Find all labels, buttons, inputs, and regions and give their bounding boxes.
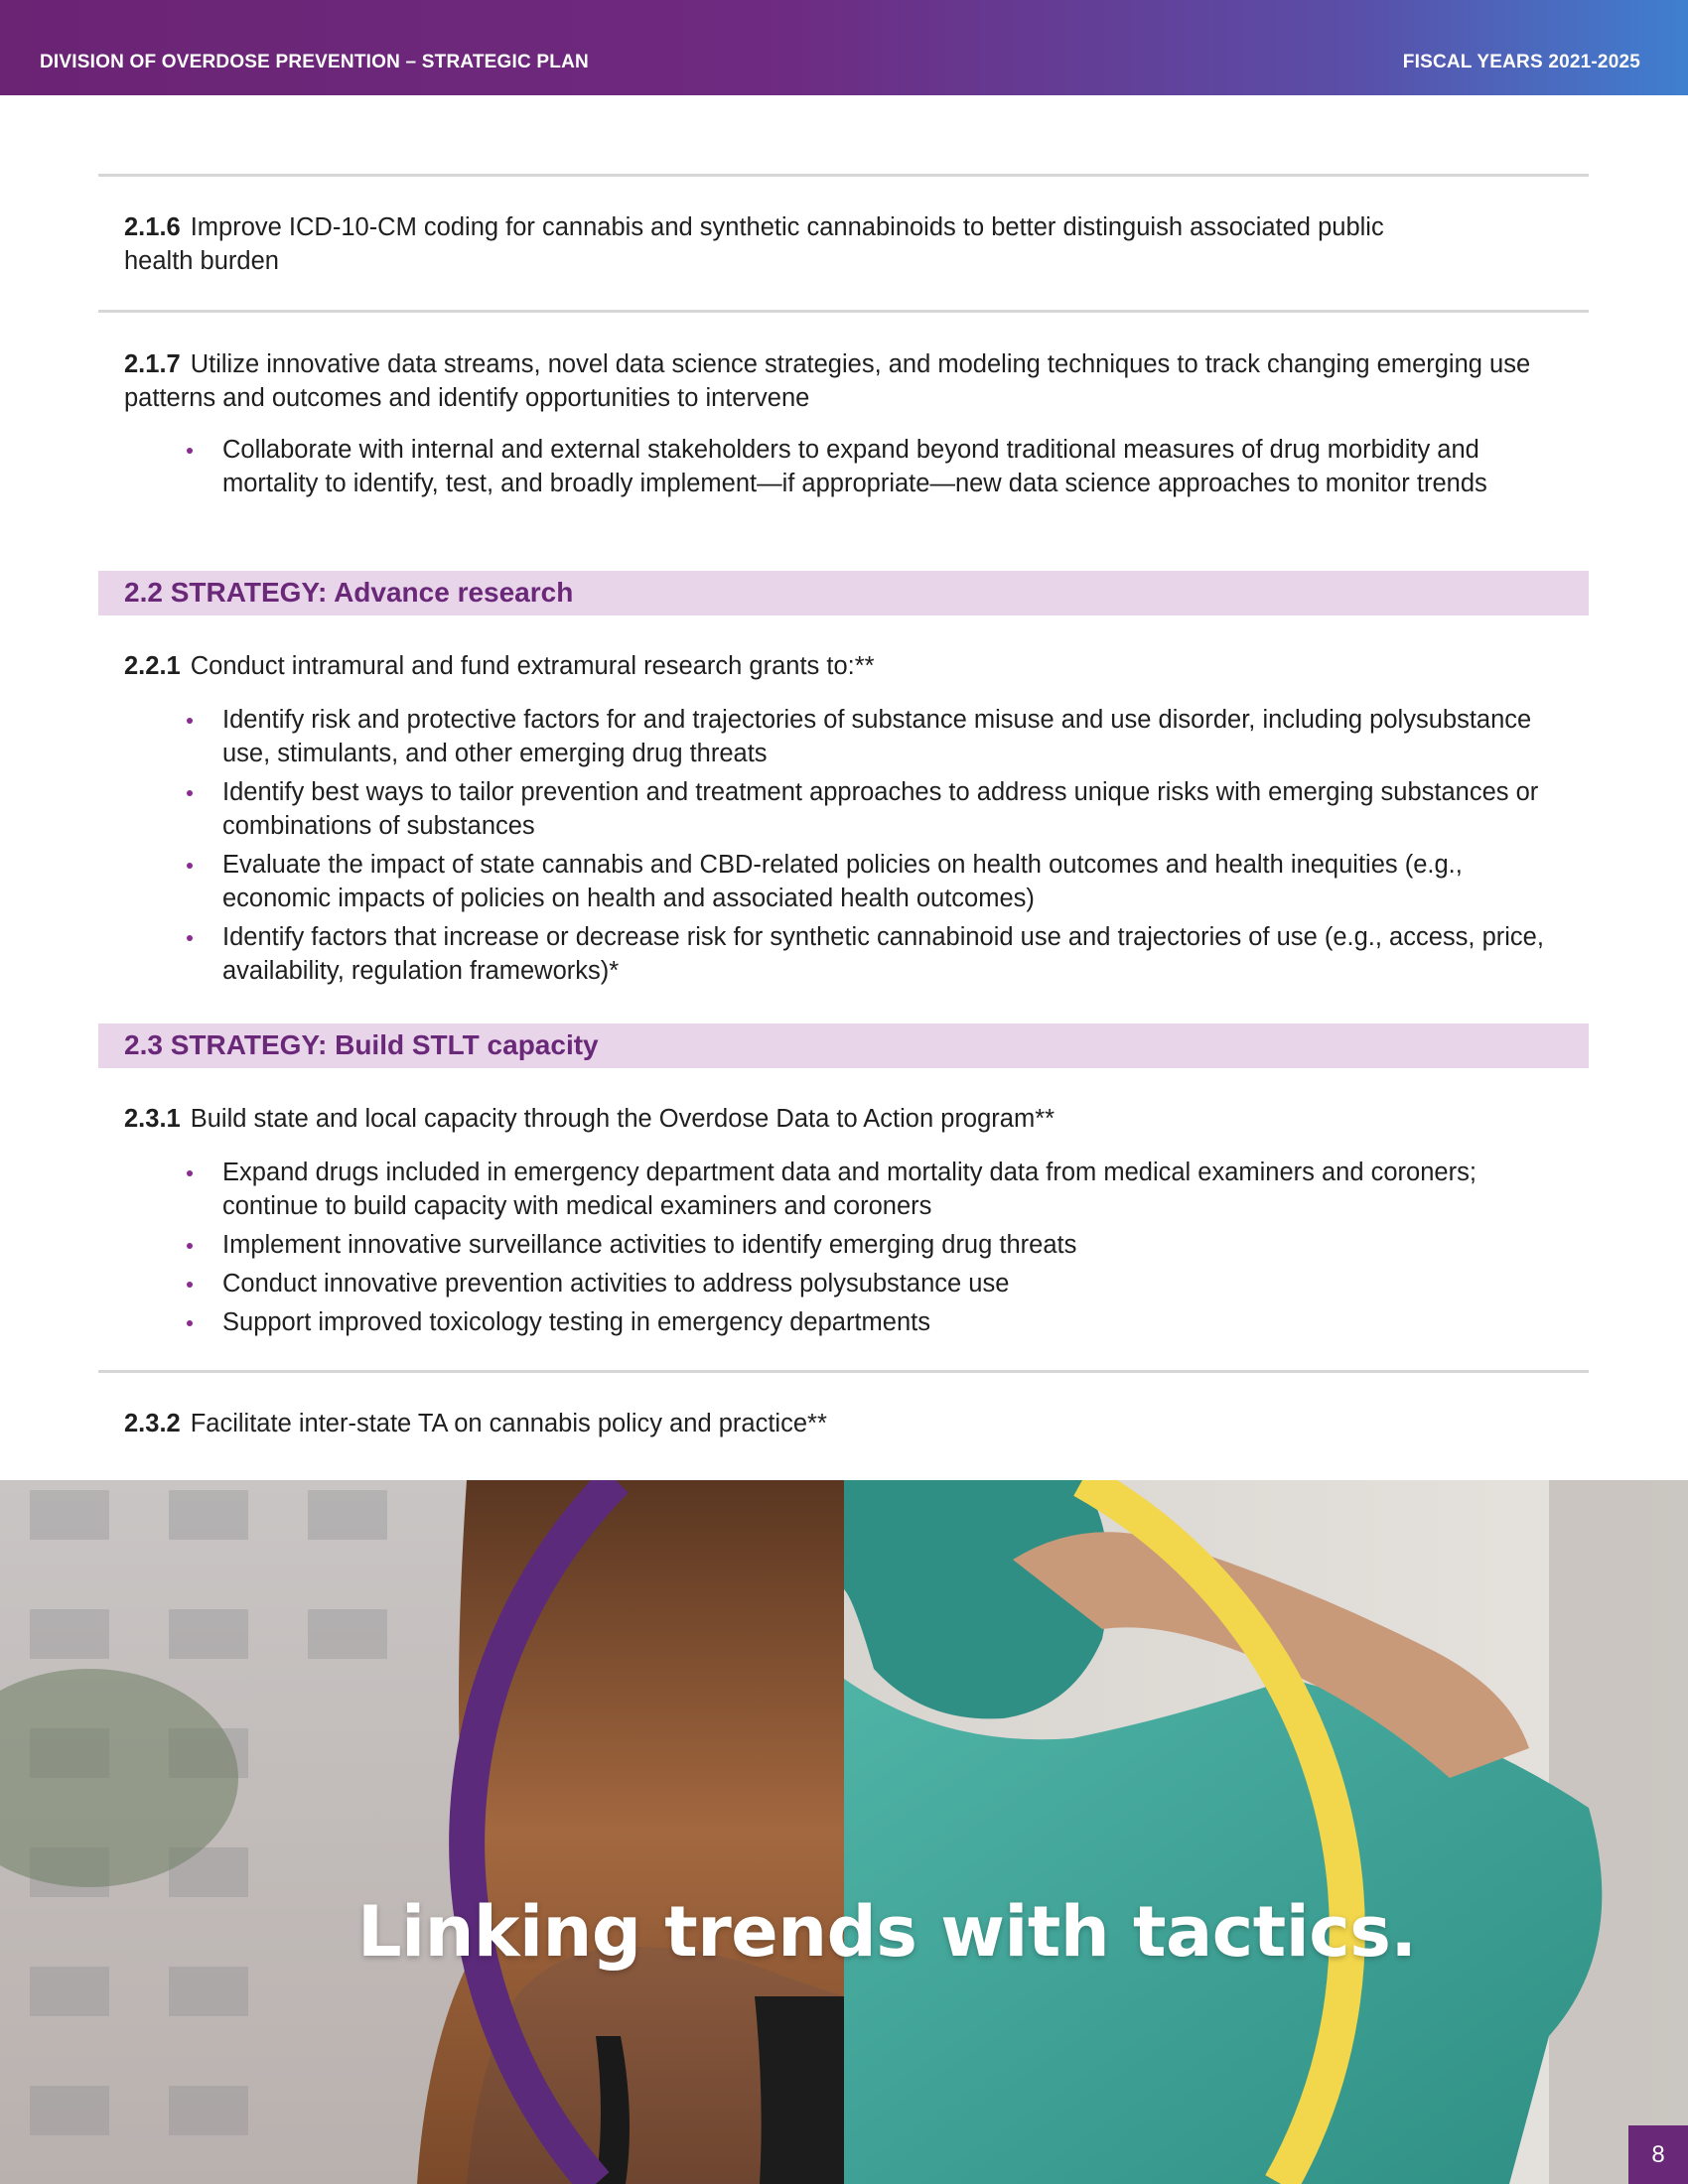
photo-banner [0, 1480, 1688, 2184]
item-2-2-1 [124, 649, 1574, 683]
page-header [0, 0, 1688, 95]
item-number: 2.3.1 [124, 1105, 181, 1133]
item-number: 2.3.2 [124, 1410, 181, 1437]
strategy-band-2-2 [98, 571, 1589, 615]
bullet-list-2-1-7 [187, 433, 1527, 505]
list-item: Identify factors that increase or decrease risk for synthetic cannabinoid use and trajectories of use (e.g., access, price, availability, regulation frameworks)* [187, 920, 1577, 988]
strategy-heading: 2.3 STRATEGY: Build STLT capacity [124, 1029, 599, 1060]
list-item: Expand drugs included in emergency department data and mortality data from medical examiners and coroners; continue to build capacity with medical examiners and coroners [187, 1156, 1577, 1223]
item-2-3-1 [124, 1102, 1574, 1136]
header-fiscal-years: FISCAL YEARS 2021-2025 [1402, 52, 1640, 72]
item-text: Utilize innovative data streams, novel data science strategies, and modeling techniques to track changing emerging use patterns and outcomes and identify opportunities to intervene [124, 350, 1531, 412]
divider [98, 310, 1589, 313]
bullet-list-2-3-1 [187, 1156, 1577, 1344]
list-item: Identify risk and protective factors for and trajectories of substance misuse and use disorder, including polysubstance use, stimulants, and other emerging drug threats [187, 703, 1577, 770]
list-item: Collaborate with internal and external stakeholders to expand beyond traditional measures of drug morbidity and mortality to identify, test, and broadly implement—if appropriate—new data science approaches to monitor trends [187, 433, 1527, 500]
bullet-list-2-2-1 [187, 703, 1577, 993]
item-text: Facilitate inter-state TA on cannabis policy and practice** [190, 1410, 827, 1437]
item-text: Improve ICD-10-CM coding for cannabis and synthetic cannabinoids to better distinguish associated public health burden [124, 213, 1384, 275]
list-item: Evaluate the impact of state cannabis and CBD-related policies on health outcomes and health inequities (e.g., economic impacts of policies on health and associated health outcomes) [187, 848, 1577, 915]
divider [98, 1370, 1589, 1373]
page-number: 8 [1628, 2125, 1688, 2184]
item-2-1-7 [124, 347, 1574, 415]
item-2-1-6 [124, 210, 1445, 278]
list-item: Conduct innovative prevention activities to address polysubstance use [187, 1267, 1577, 1300]
item-text: Conduct intramural and fund extramural research grants to:** [190, 652, 875, 680]
list-item: Support improved toxicology testing in emergency departments [187, 1305, 1577, 1339]
strategy-heading: 2.2 STRATEGY: Advance research [124, 577, 574, 608]
header-title: DIVISION OF OVERDOSE PREVENTION – STRATEGIC PLAN [40, 52, 589, 72]
item-text: Build state and local capacity through the Overdose Data to Action program** [190, 1105, 1055, 1133]
item-2-3-2 [124, 1407, 1574, 1440]
item-number: 2.1.6 [124, 213, 181, 241]
divider [98, 174, 1589, 177]
item-number: 2.2.1 [124, 652, 181, 680]
list-item: Implement innovative surveillance activities to identify emerging drug threats [187, 1228, 1577, 1262]
item-number: 2.1.7 [124, 350, 181, 378]
photo-illustration [0, 1480, 1688, 2184]
tagline: Linking trends with tactics. [357, 1891, 1417, 1973]
list-item: Identify best ways to tailor prevention and treatment approaches to address unique risks with emerging substances or combinations of substances [187, 775, 1577, 843]
strategy-band-2-3 [98, 1024, 1589, 1068]
